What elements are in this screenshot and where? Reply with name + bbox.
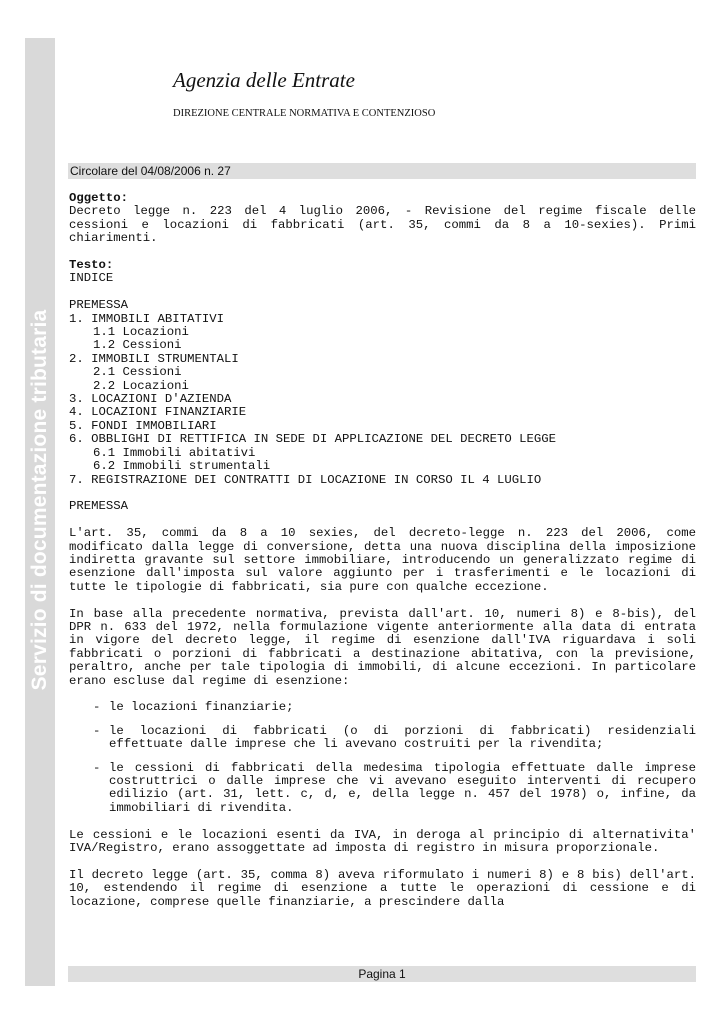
paragraph-4: Il decreto legge (art. 35, comma 8) aveva riformulato i numeri 8) e 8 bis) dell'art. 10, estendendo il regime di esenzione a tutte le operazioni di cessione e di locazione, comprese quelle finanziarie, a prescindere dalla [69,867,696,909]
table-of-contents [69,299,696,487]
document-body [69,192,696,909]
toc-item: 2.1 Cessioni [93,365,182,380]
agency-subtitle: DIREZIONE CENTRALE NORMATIVA E CONTENZIOSO [173,108,436,119]
oggetto-text: Decreto legge n. 223 del 4 luglio 2006, - Revisione del regime fiscale delle cessioni e locazioni di fabbricati (art. 35, commi da 8 a 10-sexies). Primi chiarimenti. [69,204,696,246]
toc-item: PREMESSA [69,298,129,313]
toc-item: 7. REGISTRAZIONE DEI CONTRATTI DI LOCAZIONE IN CORSO IL 4 LUGLIO [69,472,542,487]
toc-item: 2. IMMOBILI STRUMENTALI [69,351,239,366]
indice-heading: INDICE [69,271,114,286]
paragraph-3: Le cessioni e le locazioni esenti da IVA, in deroga al principio di alternativita' IVA/Registro, erano assoggettate ad imposta di registro in misura proporzionale. [69,827,696,855]
page-number-bar: Pagina 1 [68,966,696,982]
toc-item: 1.2 Cessioni [93,338,182,353]
list-item: - le cessioni di fabbricati della medesima tipologia effettuate dalle imprese costruttrici o dalle imprese che vi avevano eseguito interventi di recupero edilizio (art. 31, lett. c, d, e, della legge n. 457 del 1978) o, infine, da immobiliari di rivendita. [69,762,696,816]
circolare-title-bar: Circolare del 04/08/2006 n. 27 [68,163,696,179]
oggetto-label: Oggetto: [69,191,129,205]
paragraph-1: L'art. 35, commi da 8 a 10 sexies, del decreto-legge n. 223 del 2006, come modificato dalla legge di conversione, detta una nuova disciplina della imposizione indiretta gravante sul settore immobiliare, introducendo un generalizzato regime di esenzione dall'imposta sul valore aggiunto per i trasferimenti e le locazioni di tutte le tipologie di fabbricati, sia pure con qualche eccezione. [69,526,696,594]
toc-item: 6.1 Immobili abitativi [93,445,256,460]
toc-item: 5. FONDI IMMOBILIARI [69,418,217,433]
list-item: - le locazioni finanziarie; [69,701,696,714]
testo-label: Testo: [69,258,114,273]
toc-item: 6.2 Immobili strumentali [93,459,271,474]
toc-item: 3. LOCAZIONI D'AZIENDA [69,392,232,407]
toc-item: 1. IMMOBILI ABITATIVI [69,311,224,326]
sidebar-label: Servizio di documentazione tributaria [28,309,51,691]
toc-item: 1.1 Locazioni [93,325,189,340]
premessa-heading: PREMESSA [69,499,129,514]
toc-item: 4. LOCAZIONI FINANZIARIE [69,405,247,420]
toc-item: 2.2 Locazioni [93,378,189,393]
list-item: - le locazioni di fabbricati (o di porzioni di fabbricati) residenziali effettuate dalle imprese che li avevano costruiti per la rivendita; [69,725,696,752]
agency-title: Agenzia delle Entrate [173,68,355,92]
paragraph-2: In base alla precedente normativa, prevista dall'art. 10, numeri 8) e 8-bis), del DPR n. 633 del 1972, nella formulazione vigente anteriormente alla data di entrata in vigore del decreto legge, il regime di esenzione dall'IVA riguardava i soli fabbricati o porzioni di fabbricati a destinazione abitativa, con la previsione, peraltro, anche per tale tipologia di immobili, di alcune eccezioni. In particolare erano escluse dal regime di esenzione: [69,606,696,688]
toc-item: 6. OBBLIGHI DI RETTIFICA IN SEDE DI APPLICAZIONE DEL DECRETO LEGGE [69,432,557,447]
